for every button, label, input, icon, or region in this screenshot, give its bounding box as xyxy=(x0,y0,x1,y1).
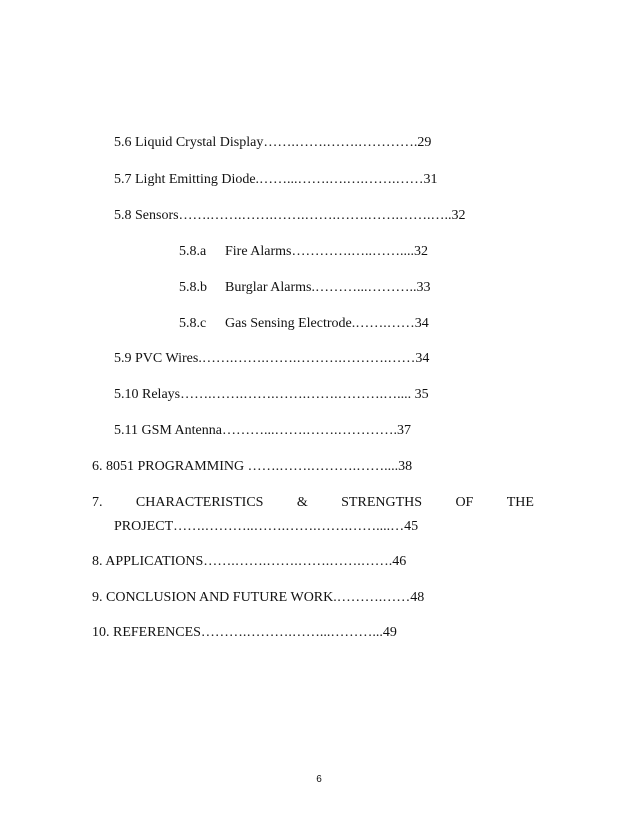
toc-entry-5-8b-number: 5.8.b xyxy=(179,280,207,295)
toc-entry-7-word-5: THE xyxy=(506,495,534,510)
toc-entry-9: 9. CONCLUSION AND FUTURE WORK.……….……48 xyxy=(92,590,425,605)
toc-entry-7-number: 7. xyxy=(92,495,103,510)
toc-entry-7 xyxy=(92,494,534,512)
toc-entry-5-8: 5.8 Sensors…….…….…….…….…….…….…….…….…..32 xyxy=(114,208,466,223)
toc-entry-10: 10. REFERENCES……….……….……...………...49 xyxy=(92,625,397,640)
toc-entry-7-word-3: STRENGTHS xyxy=(341,495,423,510)
toc-entry-6: 6. 8051 PROGRAMMING …….…….……….……....38 xyxy=(92,459,413,474)
toc-entry-7-word-4: OF xyxy=(455,495,474,510)
toc-entry-5-8c-title: Gas Sensing Electrode.…….……34 xyxy=(225,316,429,331)
toc-entry-7-continuation: PROJECT…….………..…….…….…….……....…45 xyxy=(114,519,419,534)
toc-entry-7-word-1: CHARACTERISTICS xyxy=(135,495,264,510)
toc-entry-5-8a-number: 5.8.a xyxy=(179,244,207,259)
toc-entry-5-6: 5.6 Liquid Crystal Display…….…….…….………….29 xyxy=(114,135,432,150)
page-number: 6 xyxy=(316,774,322,785)
toc-entry-8: 8. APPLICATIONS…….…….…….…….…….…….46 xyxy=(92,554,407,569)
toc-entry-5-8a-title: Fire Alarms………….…..……....32 xyxy=(225,244,428,259)
toc-entry-5-11: 5.11 GSM Antenna………...…….…….………….37 xyxy=(114,423,411,438)
toc-entry-5-9: 5.9 PVC Wires.…….…….…….……….……….……34 xyxy=(114,351,430,366)
toc-entry-5-8c-number: 5.8.c xyxy=(179,316,207,331)
toc-entry-5-10: 5.10 Relays…….…….…….…….…….……….….... 35 xyxy=(114,387,429,402)
toc-entry-7-word-2: & xyxy=(296,495,308,510)
toc-entry-5-8b-title: Burglar Alarms.………...………..33 xyxy=(225,280,431,295)
toc-entry-5-7: 5.7 Light Emitting Diode.……...…….….….…….……31 xyxy=(114,172,438,187)
